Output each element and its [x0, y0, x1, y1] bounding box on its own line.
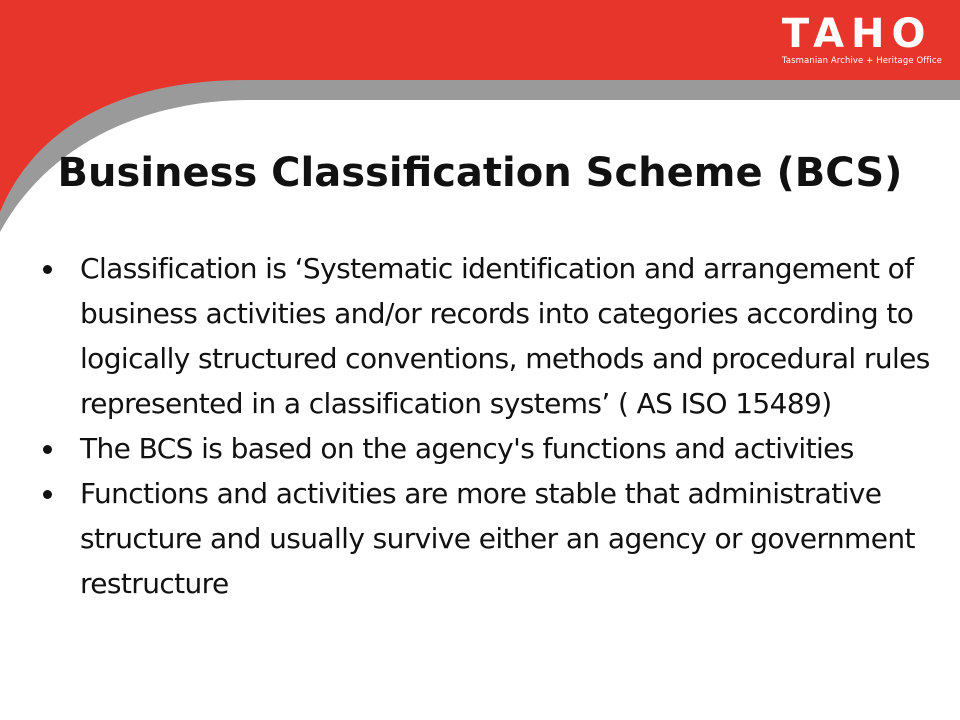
logo-subtitle: Tasmanian Archive + Heritage Office [781, 56, 942, 66]
logo-mark: TAHO [781, 11, 933, 57]
bullet-text: The BCS is based on the agency's functions and activities [80, 432, 854, 465]
bullet-text: Functions and activities are more stable that administrative structure and usually survive either an agency or government restructure [80, 477, 915, 600]
slide-title: Business Classification Scheme (BCS) [57, 150, 903, 196]
bullet-dot-icon [43, 490, 52, 499]
bullet-text: Classification is ‘Systematic identification and arrangement of business activities and/or records into categories according to logically structured conventions, methods and procedural rules represented in a classification systems’ ( AS ISO 15489) [80, 252, 930, 420]
taho-logo [782, 12, 942, 66]
bullet-item [30, 471, 935, 606]
bullet-dot-icon [43, 445, 52, 454]
bullet-list [30, 246, 935, 606]
bullet-item [30, 246, 935, 426]
bullet-item [30, 426, 935, 471]
bullet-dot-icon [43, 265, 52, 274]
